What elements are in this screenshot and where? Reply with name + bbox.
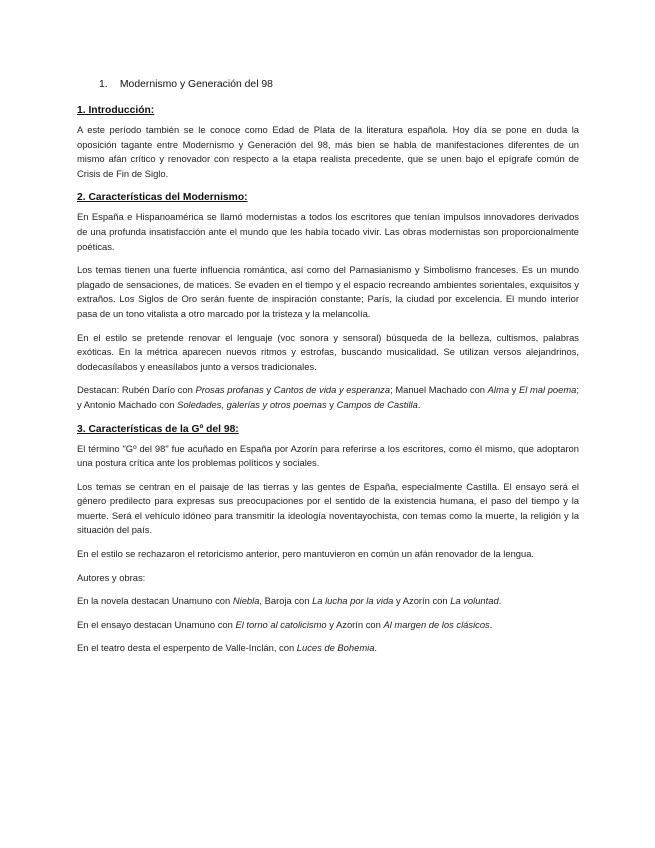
work-title: Cantos de vida y esperanza — [273, 384, 391, 396]
text-run: y — [509, 384, 519, 396]
heading-modernismo: 2. Características del Modernismo: — [77, 192, 248, 204]
work-title: Niebla — [232, 595, 260, 607]
work-title: Campos de Castilla — [336, 398, 418, 410]
text-run: . — [489, 618, 493, 630]
paragraph-novela — [77, 594, 579, 609]
paragraph-introduccion: A este período también se le conoce como Edad de Plata de la literatura española. Hoy día se pone en duda la oposición tagante entre Modernismo y Generación del 98, más bien se habla de manifestaciones diferentes de un mismo afán crítico y renovador con respecto a la etapa realista precedente, que se unen bajo el epígrafe común de Crisis de Fin de Siglo. — [77, 124, 579, 179]
paragraph-modernismo-destacan — [77, 383, 579, 412]
paragraph-g98-temas: Los temas se centran en el paisaje de las tierras y las gentes de España, especialmente Castilla. El ensayo será el género predilecto para expresas sus preocupaciones por el sentido de la existencia humana, el paso del tiempo y la muerte. Será el vehículo idóneo para transmitir la ideología noventayochista, con temas como la muerte, la religión y la situación del país. — [77, 480, 579, 536]
text-run: En el ensayo destacan Unamuno con — [77, 618, 236, 630]
work-title: Luces de Bohemia — [296, 642, 375, 654]
text-run: y — [326, 398, 337, 410]
text-run: En el teatro desta el esperpento de Valle-Inclán, con — [77, 642, 297, 654]
title-number: 1. — [99, 79, 108, 90]
text-run: y Azorín con — [326, 618, 384, 630]
text-run: Destacan: Rubén Darío con — [77, 384, 196, 396]
paragraph-g98-estilo: En el estilo se rechazaron el retoricismo anterior, pero mantuvieron en común un afán renovador de la lengua. — [77, 548, 535, 560]
text-run: , Baroja con — [259, 595, 313, 607]
work-title: Al margen de los clásicos — [383, 618, 490, 630]
text-run: En la novela destacan Unamuno con — [77, 595, 233, 607]
paragraph-g98-termino: El término "Gº del 98" fue acuñado en España por Azorín para referirse a los escritores, como él mismo, que adoptaron una postura crítica ante los problemas políticos y sociales. — [77, 442, 579, 469]
work-title: El mal poema — [519, 384, 577, 396]
work-title: La lucha por la vida — [312, 595, 394, 607]
document-title — [99, 76, 579, 94]
paragraph-autores-obras: Autores y obras: — [77, 571, 146, 583]
work-title: Prosas profanas — [195, 384, 264, 396]
heading-introduccion: 1. Introducción: — [77, 105, 155, 116]
text-run: . — [374, 642, 378, 654]
document-body — [77, 76, 579, 665]
paragraph-ensayo — [77, 618, 579, 633]
work-title: Alma — [487, 384, 510, 396]
paragraph-modernismo-estilo: En el estilo se pretende renovar el lenguaje (voc sonora y sensoral) búsqueda de la belleza, cultismos, palabras exóticas. En la métrica aparecen nuevos ritmos y estrofas, buscando musicalidad. Se utilizan versos alejandrinos, dodecasílabos y eneasílabos junto a versos tradicionales. — [77, 331, 579, 372]
work-title: El torno al catolicismo — [235, 618, 327, 630]
text-run: y — [263, 384, 274, 396]
paragraph-modernismo-temas: Los temas tienen una fuerte influencia romántica, así como del Parnasianismo y Simbolismo franceses. Es un mundo plagado de sensaciones, de matices. Se evaden en el tiempo y el espacio recreando ambientes sorientales, exquisitos y extraños. Los Siglos de Oro serán fuente de inspiración constante; París, la ciudad por excelencia. El mundo interior pasa de un tono vitalista a otro marcado por la tristeza y la melancolía. — [77, 264, 579, 319]
text-run: . — [417, 398, 421, 410]
paragraph-modernismo-definicion: En España e Hispanoamérica se llamó modernistas a todos los escritores que tenían impulsos innovadores derivados de una profunda insatisfacción ante el mundo que les había tocado vivir. Las obras modernistas son proporcionalmente poéticas. — [77, 211, 579, 252]
title-text: Modernismo y Generación del 98 — [119, 79, 273, 90]
work-title: Soledades, galerías y otros poemas — [177, 398, 327, 410]
paragraph-teatro — [77, 641, 579, 656]
text-run: ; y Antonio Machado con — [77, 384, 579, 410]
heading-generacion-98: 3. Características de la Gº del 98: — [77, 423, 239, 435]
text-run: . — [498, 595, 502, 607]
text-run: y Azorín con — [393, 595, 451, 607]
work-title: La voluntad — [450, 595, 499, 607]
text-run: ; Manuel Machado con — [390, 384, 488, 396]
